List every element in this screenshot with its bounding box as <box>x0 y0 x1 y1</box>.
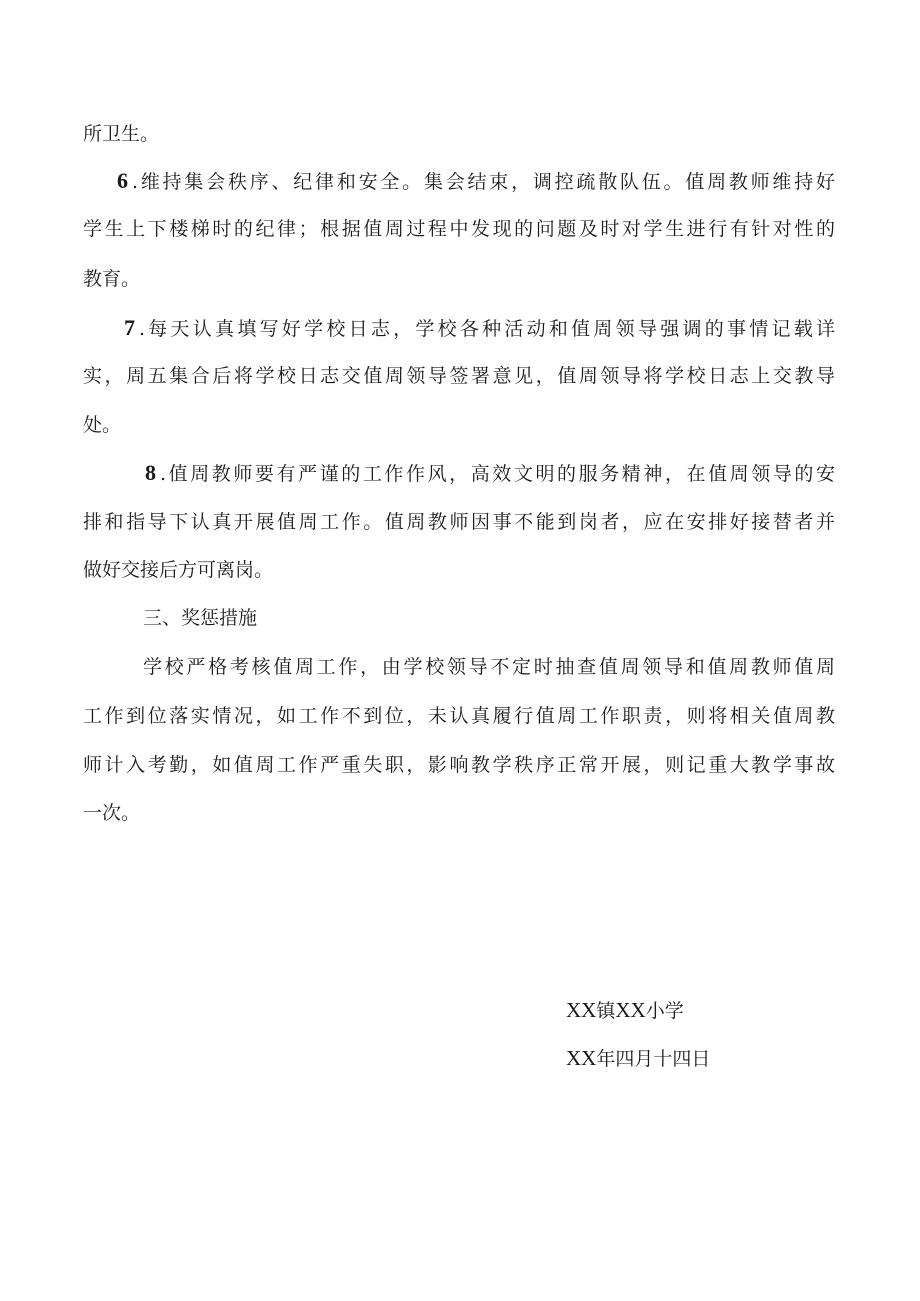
section-3-line-3: 师计入考勤，如值周工作严重失职，影响教学秩序正常开展，则记重大教学事故 <box>83 754 835 776</box>
section-3-line-1: 学校严格考核值周工作，由学校领导不定时抽查值周领导和值周教师值周 <box>143 656 835 678</box>
paragraph-7-line-2: 实，周五集合后将学校日志交值周领导签署意见，值周领导将学校日志上交教导 <box>83 365 835 387</box>
org-suffix: 小学 <box>645 1000 684 1022</box>
date-rest: 年四月十四日 <box>596 1048 711 1070</box>
section-3-heading: 三、奖惩措施 <box>143 607 258 629</box>
date-year: XX <box>566 1046 597 1070</box>
paragraph-5-tail <box>83 119 159 149</box>
paragraph-text: 所卫生。 <box>83 123 160 145</box>
section-3-line-2: 工作到位落实情况，如工作不到位，未认真履行值周工作职责，则将相关值周教 <box>83 705 835 727</box>
paragraph-7-line-1 <box>124 313 835 344</box>
paragraph-6-line-1 <box>117 166 835 197</box>
signature-organization <box>566 995 684 1026</box>
item-number: 6 <box>117 168 128 193</box>
org-prefix: XX <box>566 998 597 1022</box>
org-town: 镇 <box>596 1000 616 1022</box>
paragraph-text: .维持集会秩序、纪律和安全。集会结束，调控疏散队伍。值周教师维持好 <box>132 171 835 193</box>
section-3-line-4: 一次。 <box>83 802 141 824</box>
item-number: 8 <box>145 460 156 485</box>
paragraph-8-line-3: 做好交接后方可离岗。 <box>83 559 274 581</box>
paragraph-text: .值周教师要有严谨的工作作风，高效文明的服务精神，在值周领导的安 <box>160 463 835 485</box>
paragraph-6-line-3: 教育。 <box>83 268 141 290</box>
org-name: XX <box>615 998 646 1022</box>
signature-date <box>566 1043 710 1074</box>
paragraph-8-line-1 <box>145 458 835 489</box>
paragraph-6-line-2: 学生上下楼梯时的纪律；根据值周过程中发现的问题及时对学生进行有针对性的 <box>83 218 835 240</box>
item-number: 7 <box>124 315 135 340</box>
paragraph-text: .每天认真填写好学校日志，学校各种活动和值周领导强调的事情记载详 <box>139 318 835 340</box>
paragraph-7-line-3: 处。 <box>83 414 122 436</box>
paragraph-8-line-2: 排和指导下认真开展值周工作。值周教师因事不能到岗者，应在安排好接替者并 <box>83 511 835 533</box>
